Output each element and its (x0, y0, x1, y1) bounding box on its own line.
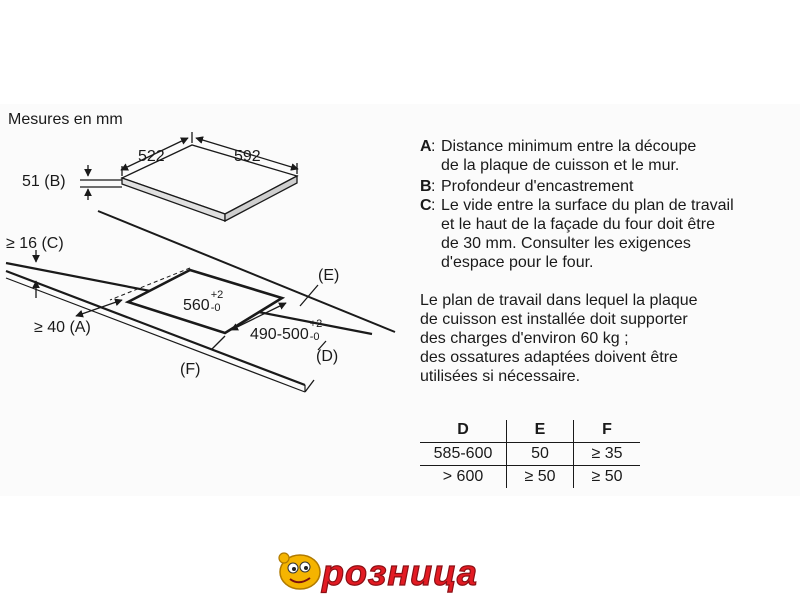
legend-key-b: B (420, 178, 432, 195)
legend-c-line-2: et le haut de la façade du four doit être (441, 216, 715, 233)
note-line-1: Le plan de travail dans lequel la plaque (420, 292, 698, 309)
logo-text: розница (322, 552, 478, 593)
label-f: (F) (180, 361, 201, 378)
dimension-table (420, 420, 640, 488)
note-line-3: des charges d'environ 60 kg ; (420, 330, 629, 347)
dim-592-label: 592 (234, 148, 261, 165)
legend-b-line-1: Profondeur d'encastrement (441, 178, 634, 195)
table-header: E (507, 420, 574, 443)
legend-c-line-4: d'espace pour le four. (441, 254, 594, 271)
cutout-width-tol-bottom: -0 (309, 331, 320, 343)
table-cell: > 600 (420, 466, 507, 489)
table-row (420, 466, 640, 489)
cutout-width-tol-top: +2 (309, 318, 323, 330)
legend-c-line-1: Le vide entre la surface du plan de travail (441, 197, 734, 214)
legend-key-a: A (420, 138, 432, 155)
note-line-2: de cuisson est installée doit supporter (420, 311, 688, 328)
roznica-logo (272, 548, 528, 594)
legend-a-line-2: de la plaque de cuisson et le mur. (441, 157, 680, 174)
cutout-width-value: 490-500 (250, 326, 309, 343)
table-cell: ≥ 35 (574, 443, 641, 466)
installation-diagram (0, 104, 410, 404)
label-e: (E) (318, 267, 340, 284)
cutout-depth-tol-bottom: -0 (210, 302, 221, 314)
legend-key-c: C (420, 197, 432, 214)
table-cell: ≥ 50 (507, 466, 574, 489)
legend-a-line-1: Distance minimum entre la découpe (441, 138, 697, 155)
legend-c-line-3: de 30 mm. Consulter les exigences (441, 235, 691, 252)
note-line-4: des ossatures adaptées doivent être (420, 349, 678, 366)
cutout-width-dimension (250, 320, 323, 344)
table-header: D (420, 420, 507, 443)
mascot-icon (279, 553, 320, 589)
table-cell: 585-600 (420, 443, 507, 466)
label-a: ≥ 40 (A) (34, 319, 91, 336)
table-header-row (420, 420, 640, 443)
label-b: 51 (B) (22, 173, 66, 190)
cutout-depth-dimension (183, 291, 224, 315)
note-line-5: utilisées si nécessaire. (420, 368, 581, 385)
cutout-depth-tol-top: +2 (210, 289, 224, 301)
table-header: F (574, 420, 641, 443)
dim-522-label: 522 (138, 148, 165, 165)
table-cell: ≥ 50 (574, 466, 641, 489)
table-cell: 50 (507, 443, 574, 466)
label-d: (D) (316, 348, 339, 365)
cutout-depth-value: 560 (183, 297, 210, 314)
units-label: Mesures en mm (8, 111, 123, 128)
table-row (420, 443, 640, 466)
label-c: ≥ 16 (C) (6, 235, 64, 252)
